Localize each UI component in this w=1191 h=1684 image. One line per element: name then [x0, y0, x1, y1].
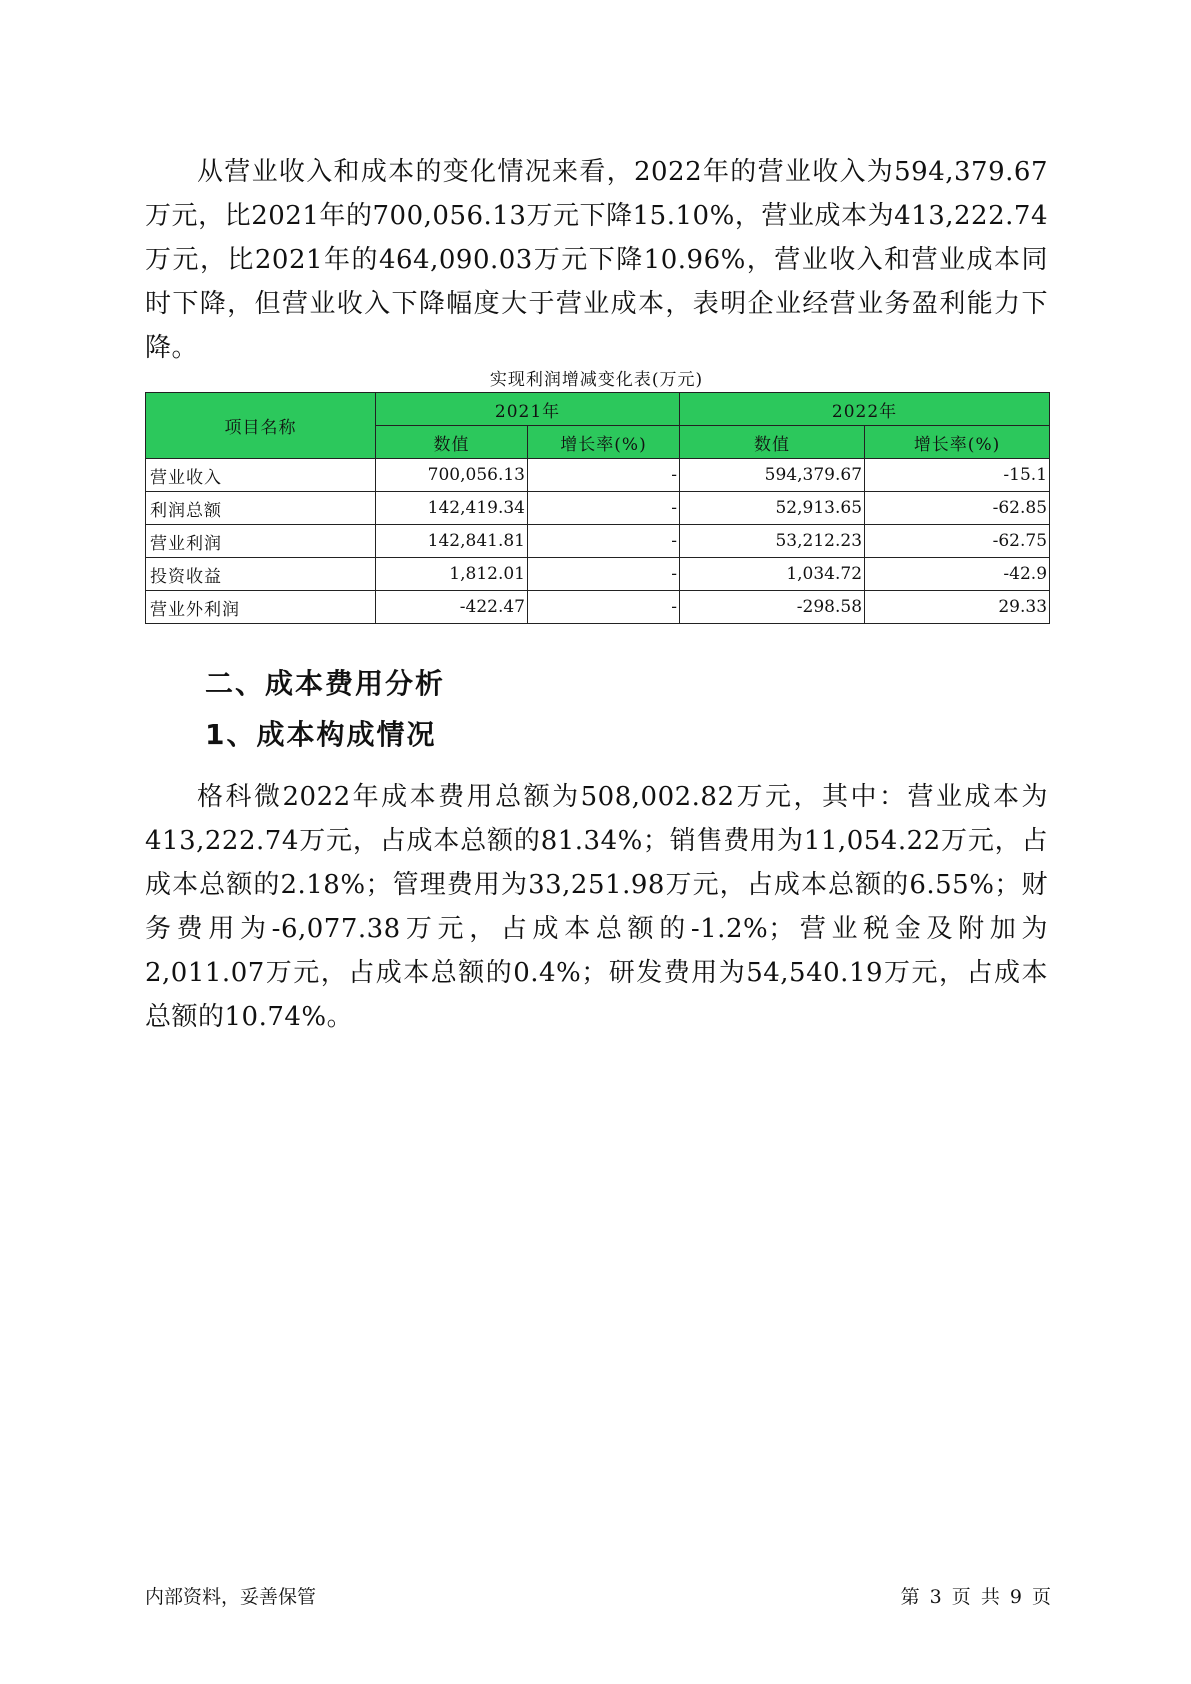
footer-confidential-note: 内部资料，妥善保管 [145, 1586, 317, 1608]
growth-2021: - [528, 459, 680, 492]
table-caption: 实现利润增减变化表(万元) [489, 370, 704, 390]
value-2021: 1,812.01 [376, 558, 528, 591]
value-2021: 142,419.34 [376, 492, 528, 525]
value-2022: 53,212.23 [680, 525, 865, 558]
value-2022: -298.58 [680, 591, 865, 624]
subsection-heading: 1、成本构成情况 [205, 718, 437, 751]
row-name: 营业利润 [146, 525, 376, 558]
header-growth-2022: 增长率(%) [865, 426, 1050, 459]
value-2022: 1,034.72 [680, 558, 865, 591]
row-name: 营业外利润 [146, 591, 376, 624]
paragraph-cost-structure: 格科微2022年成本费用总额为508,002.82万元，其中：营业成本为413,222.74万元，占成本总额的81.34%；销售费用为11,054.22万元，占成本总额的2.18%；管理费用为33,251.98万元，占成本总额的6.55%；财务费用为-6,077.38万元，占成本总额的-1.2%；营业税金及附加为2,011.07万元，占成本总额的0.4%；研发费用为54,540.19万元，占成本总额的10.74%。 [145, 782, 1048, 1032]
header-year-2021: 2021年 [376, 393, 680, 426]
growth-2021: - [528, 558, 680, 591]
value-2021: -422.47 [376, 591, 528, 624]
header-item-name: 项目名称 [146, 393, 376, 459]
table-row [146, 459, 1050, 492]
growth-2022: -15.1 [865, 459, 1050, 492]
growth-2022: 29.33 [865, 591, 1050, 624]
value-2021: 142,841.81 [376, 525, 528, 558]
header-value-2022: 数值 [680, 426, 865, 459]
profit-change-table [145, 392, 1050, 624]
growth-2021: - [528, 525, 680, 558]
table-header-row [146, 393, 1050, 426]
header-value-2021: 数值 [376, 426, 528, 459]
growth-2021: - [528, 492, 680, 525]
table-row [146, 492, 1050, 525]
value-2021: 700,056.13 [376, 459, 528, 492]
growth-2022: -42.9 [865, 558, 1050, 591]
row-name: 营业收入 [146, 459, 376, 492]
value-2022: 52,913.65 [680, 492, 865, 525]
table-row [146, 591, 1050, 624]
value-2022: 594,379.67 [680, 459, 865, 492]
section-heading: 二、成本费用分析 [205, 667, 446, 700]
row-name: 投资收益 [146, 558, 376, 591]
header-year-2022: 2022年 [680, 393, 1050, 426]
growth-2022: -62.85 [865, 492, 1050, 525]
row-name: 利润总额 [146, 492, 376, 525]
paragraph-revenue-cost: 从营业收入和成本的变化情况来看，2022年的营业收入为594,379.67万元，比2021年的700,056.13万元下降15.10%，营业成本为413,222.74万元，比2021年的464,090.03万元下降10.96%，营业收入和营业成本同时下降，但营业收入下降幅度大于营业成本，表明企业经营业务盈利能力下降。 [145, 157, 1048, 363]
table-row [146, 525, 1050, 558]
growth-2021: - [528, 591, 680, 624]
footer-page-number: 第 3 页 共 9 页 [900, 1586, 1051, 1608]
header-growth-2021: 增长率(%) [528, 426, 680, 459]
growth-2022: -62.75 [865, 525, 1050, 558]
table-row [146, 558, 1050, 591]
